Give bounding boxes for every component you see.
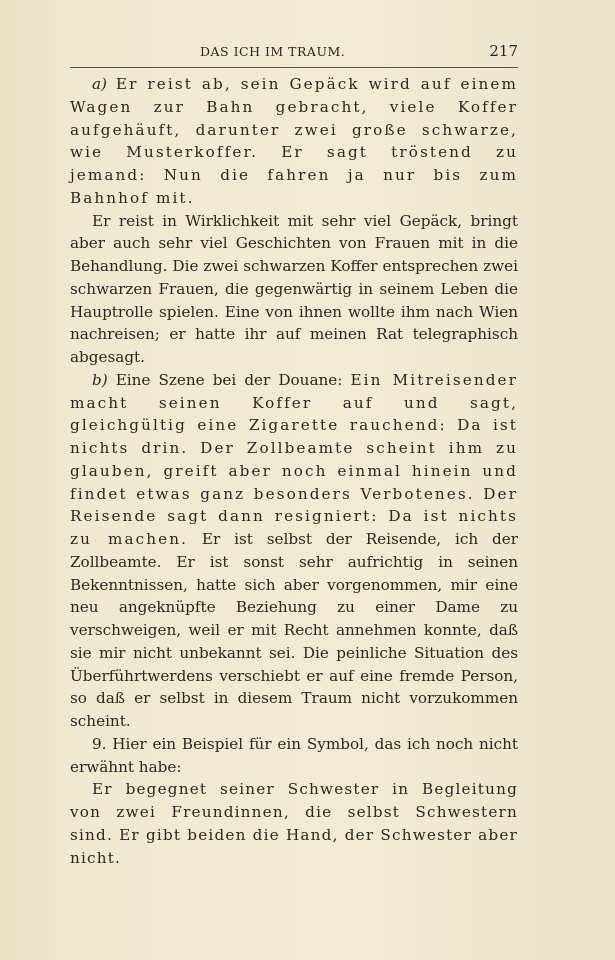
header-rule [70, 67, 518, 68]
paragraph-dream-a [70, 73, 518, 210]
interpretation-text: Er ist selbst der Reisende, ich der Zollbeamte. Er ist sonst sehr aufrichtig in seinen Bekenntnissen, hatte sich aber vorgenommen, mir eine neu angeknüpfte Beziehung zu einer Dame zu verschweigen, weil er mit Recht annehmen konnte, daß sie mir nicht unbekannt sei. Die peinliche Situation des Überführtwerdens verschiebt er auf eine fremde Person, so daß er selbst in diesem Traum nicht vorzukommen scheint. [70, 530, 519, 730]
paragraph-label: b) [92, 370, 108, 389]
page-number: 217 [489, 42, 518, 60]
dream-text: Ein Mitreisender macht seinen Koffer auf und sagt, gleichgültig eine Zigarette rauchend: Da ist nichts drin. Der Zollbeamte scheint ihm zu glauben, greift aber noch einmal hinein und findet etwas ganz besonders Verbotenes. Der Reisende sagt dann resigniert: Da ist nichts zu machen. [70, 370, 518, 548]
paragraph-dream-b [70, 369, 518, 733]
paragraph-interpretation-a: Er reist in Wirklichkeit mit sehr viel Gepäck, bringt aber auch sehr viel Geschichten von Frauen mit in die Behandlung. Die zwei schwarzen Koffer entsprechen zwei schwarzen Frauen, die gegenwärtig in seinem Leben die Hauptrolle spielen. Eine von ihnen wollte ihm nach Wien nachreisen; er hatte ihr auf meinen Rat telegraphisch abgesagt. [70, 211, 518, 366]
running-head: DAS ICH IM TRAUM. [200, 44, 346, 59]
scene-intro: Eine Szene bei der Douane: [107, 370, 351, 389]
paragraph-symbol-intro: 9. Hier ein Beispiel für ein Symbol, das ich noch nicht erwähnt habe: [70, 734, 518, 776]
paragraph-label: a) [92, 75, 107, 93]
body-text [70, 73, 518, 869]
page-header [70, 40, 518, 68]
paragraph-dream-symbol: Er begegnet seiner Schwester in Begleitung von zwei Freundinnen, die selbst Schwestern sind. Er gibt beiden die Hand, der Schwester aber nicht. [70, 780, 518, 867]
dream-text: Er reist ab, sein Gepäck wird auf einem Wagen zur Bahn gebracht, viele Koffer aufgehäuft, darunter zwei große schwarze, wie Musterkoffer. Er sagt tröstend zu jemand: Nun die fahren ja nur bis zum Bahnhof mit. [70, 75, 518, 207]
